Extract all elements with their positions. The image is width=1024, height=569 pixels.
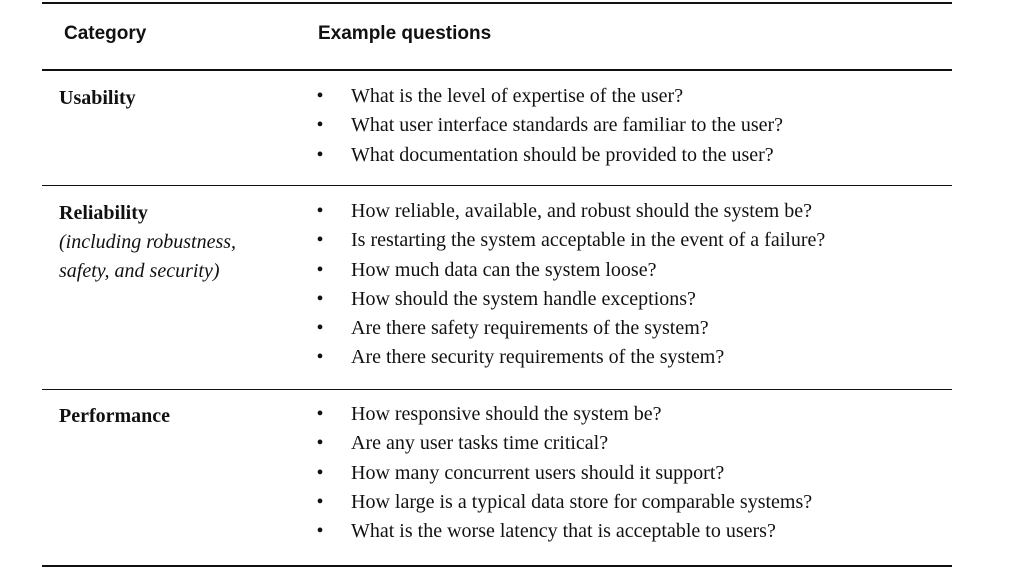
questions-column-header: Example questions	[318, 23, 492, 44]
question-item	[314, 285, 825, 314]
bullet-icon: •	[316, 229, 324, 252]
row-divider	[42, 185, 952, 186]
question-item	[314, 343, 825, 372]
question-text: Are there safety requirements of the system?	[351, 317, 709, 340]
bullet-icon: •	[316, 403, 324, 425]
question-item	[314, 517, 812, 546]
requirements-table	[42, 0, 952, 569]
question-text: How large is a typical data store for comparable systems?	[351, 490, 813, 513]
bullet-icon: •	[316, 346, 324, 369]
bottom-rule	[42, 565, 952, 567]
question-text: How reliable, available, and robust should the system be?	[351, 200, 812, 222]
question-text: How responsive should the system be?	[351, 403, 662, 425]
bullet-icon: •	[316, 85, 324, 107]
bullet-icon: •	[316, 143, 324, 166]
question-list	[314, 197, 825, 373]
question-list	[314, 82, 783, 170]
question-text: Is restarting the system acceptable in the event of a failure?	[351, 229, 826, 252]
question-item	[314, 256, 825, 285]
question-text: How many concurrent users should it support?	[351, 461, 725, 484]
question-item	[314, 197, 825, 226]
question-item	[314, 400, 812, 429]
bullet-icon: •	[316, 461, 324, 484]
question-text: How should the system handle exceptions?	[351, 287, 696, 310]
bullet-icon: •	[316, 317, 324, 340]
bullet-icon: •	[316, 200, 324, 222]
question-item	[314, 459, 812, 488]
category-cell	[59, 402, 170, 431]
bullet-icon: •	[316, 432, 324, 455]
bullet-icon: •	[316, 520, 324, 543]
question-text: How much data can the system loose?	[351, 258, 657, 281]
bullet-icon: •	[316, 114, 324, 137]
question-text: Are there security requirements of the system?	[351, 346, 725, 369]
bullet-icon: •	[316, 258, 324, 281]
category-name: Usability	[59, 87, 136, 109]
question-item	[314, 226, 825, 255]
category-name: Performance	[59, 405, 171, 427]
row-divider	[42, 389, 952, 390]
question-text: What documentation should be provided to the user?	[351, 143, 774, 166]
question-text: What user interface standards are familiar to the user?	[351, 114, 784, 137]
bullet-icon: •	[316, 490, 324, 513]
question-item	[314, 429, 812, 458]
top-rule	[42, 2, 952, 4]
category-cell	[59, 84, 136, 113]
question-text: What is the level of expertise of the user?	[351, 85, 684, 107]
bullet-icon: •	[316, 287, 324, 310]
category-column-header: Category	[64, 23, 147, 44]
question-text: Are any user tasks time critical?	[351, 432, 609, 455]
question-list	[314, 400, 812, 546]
question-item	[314, 141, 783, 170]
category-cell	[59, 199, 236, 286]
category-note-line: safety, and security)	[59, 260, 220, 282]
category-name: Reliability	[59, 202, 148, 224]
category-note-line: (including robustness,	[59, 231, 237, 253]
header-rule	[42, 69, 952, 71]
question-item	[314, 314, 825, 343]
question-item	[314, 488, 812, 517]
question-text: What is the worse latency that is acceptable to users?	[351, 520, 776, 543]
question-item	[314, 111, 783, 140]
question-item	[314, 82, 783, 111]
